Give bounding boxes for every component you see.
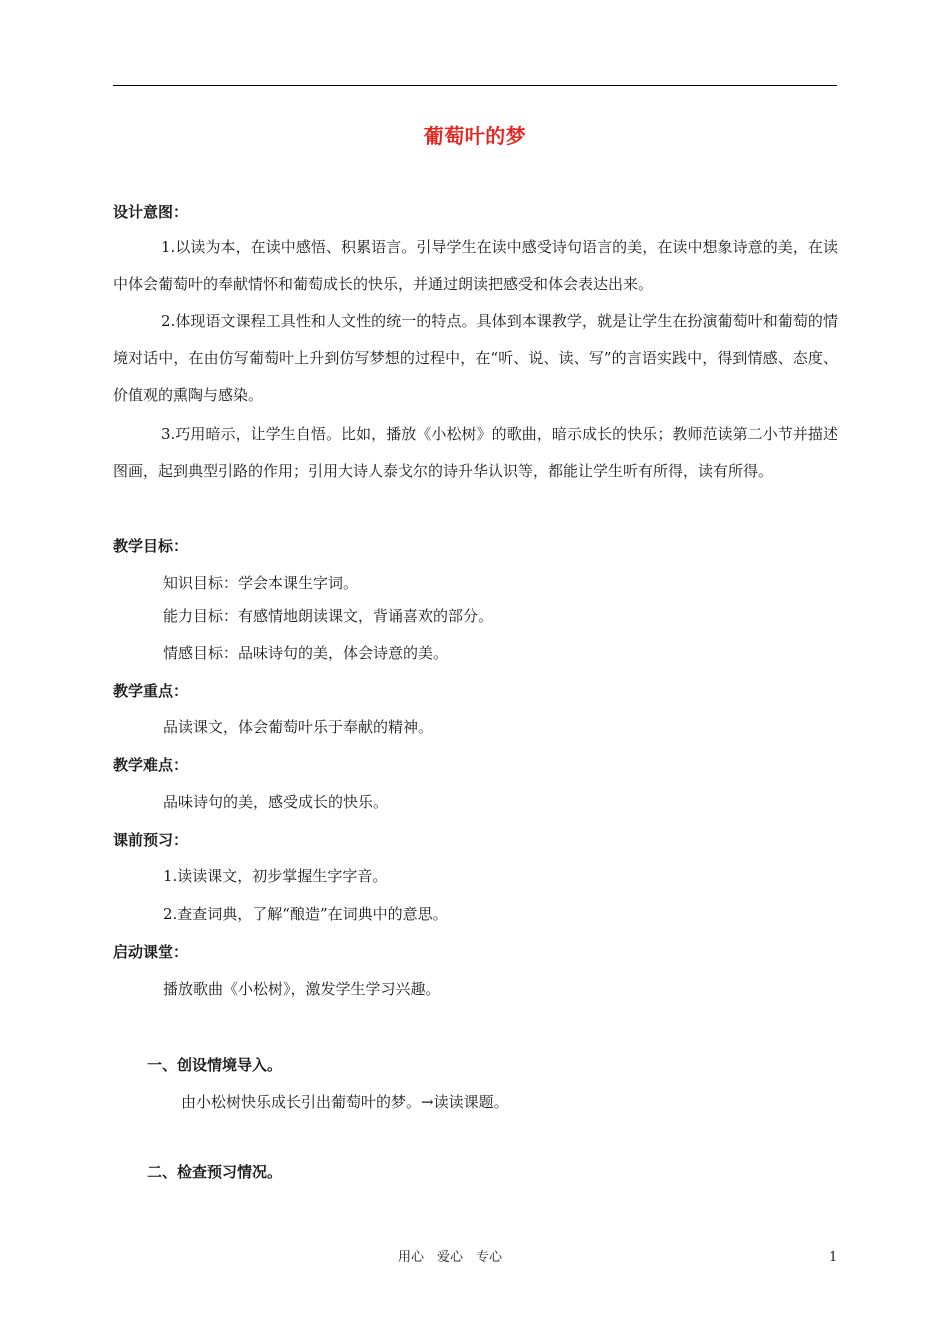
design-paragraph-1: 1.以读为本，在读中感悟、积累语言。引导学生在读中感受诗句语言的美，在读中想象诗意的美，在读中体会葡萄叶的奉献情怀和葡萄成长的快乐，并通过朗读把感受和体会表达出来。	[113, 238, 838, 293]
goal-emotion: 情感目标：品味诗句的美，体会诗意的美。	[163, 644, 449, 662]
section-1-text: 由小松树快乐成长引出葡萄叶的梦。→读读课题。	[181, 1093, 509, 1111]
heading-teaching-difficulty: 教学难点：	[113, 756, 189, 774]
goal-knowledge: 知识目标：学会本课生字词。	[163, 574, 359, 592]
heading-teaching-focus: 教学重点：	[113, 682, 189, 700]
footer-motto: 用心 爱心 专心	[398, 1250, 503, 1265]
start-text: 播放歌曲《小松树》，激发学生学习兴趣。	[163, 980, 441, 998]
section-2-heading: 二、检查预习情况。	[147, 1163, 283, 1181]
section-1-heading: 一、创设情境导入。	[147, 1056, 283, 1074]
page-number: 1	[829, 1250, 838, 1265]
heading-teaching-goals: 教学目标：	[113, 537, 189, 555]
document-title: 葡萄叶的梦	[423, 124, 527, 148]
heading-preview: 课前预习：	[113, 831, 189, 849]
heading-design-intent: 设计意图：	[113, 203, 189, 221]
goal-ability: 能力目标：有感情地朗读课文，背诵喜欢的部分。	[163, 607, 494, 625]
header-rule	[113, 85, 837, 86]
focus-text: 品读课文，体会葡萄叶乐于奉献的精神。	[163, 718, 434, 736]
difficulty-text: 品味诗句的美，感受成长的快乐。	[163, 793, 389, 811]
preview-item-1: 1.读读课文，初步掌握生字字音。	[163, 867, 388, 885]
design-paragraph-3: 3.巧用暗示，让学生自悟。比如，播放《小松树》的歌曲，暗示成长的快乐；教师范读第二小节并描述图画，起到典型引路的作用；引用大诗人泰戈尔的诗升华认识等，都能让学生听有所得，读有所得。	[113, 425, 838, 480]
preview-item-2: 2.查查词典，了解“酿造”在词典中的意思。	[163, 905, 448, 923]
design-paragraph-2: 2.体现语文课程工具性和人文性的统一的特点。具体到本课教学，就是让学生在扮演葡萄叶和葡萄的情境对话中，在由仿写葡萄叶上升到仿写梦想的过程中，在“听、说、读、写”的言语实践中，得到情感、态度、价值观的熏陶与感染。	[113, 312, 838, 404]
heading-start-class: 启动课堂：	[113, 943, 189, 961]
